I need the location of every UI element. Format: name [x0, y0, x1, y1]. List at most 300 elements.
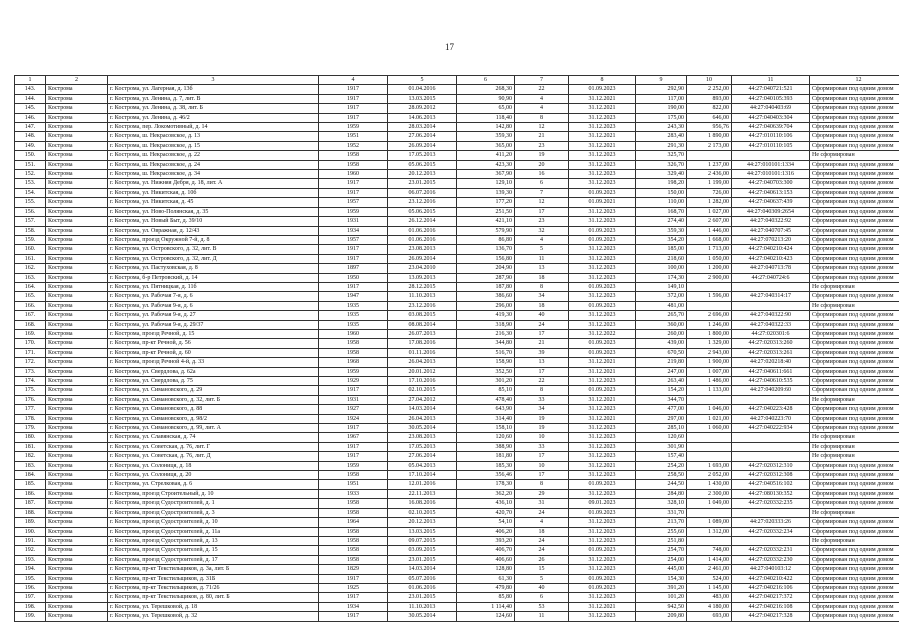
address-cell: г. Кострома, ул. Рабочая 9-я, д. 6	[108, 301, 319, 310]
row-number-cell: 165.	[15, 292, 46, 301]
plot-area-cell: 1 007,00	[687, 367, 732, 376]
year-built-cell: 1968	[319, 358, 388, 367]
city-cell: Кострома	[46, 245, 108, 254]
cadastral-number-cell: 44:27:040210:423	[732, 254, 810, 263]
plot-area-cell: 1 237,00	[687, 160, 732, 169]
city-cell: Кострома	[46, 574, 108, 583]
city-cell: Кострома	[46, 593, 108, 602]
survey-date-cell: 20.12.2013	[388, 170, 457, 179]
status-cell: Сформирован под одним домом	[810, 94, 899, 103]
status-cell: Сформирован под одним домом	[810, 170, 899, 179]
address-cell: г. Кострома, ул. Лагерная, д. 13б	[108, 85, 319, 94]
city-cell: Кострома	[46, 583, 108, 592]
land-area-cell: 263,40	[636, 377, 687, 386]
city-cell: Кострома	[46, 85, 108, 94]
cadastral-number-cell: 44:27:080130:352	[732, 489, 810, 498]
cadastral-number-cell: 44:27:040217:372	[732, 593, 810, 602]
table-row	[15, 602, 899, 611]
column-header: 9	[636, 76, 687, 85]
residents-cell: 18	[515, 301, 569, 310]
cadastral-number-cell: 44:27:040724:6	[732, 273, 810, 282]
table-row	[15, 226, 899, 235]
area-cell: 367,90	[457, 170, 515, 179]
deadline-date-cell: 31.12.2023	[569, 170, 636, 179]
land-area-cell: 670,50	[636, 348, 687, 357]
row-number-cell: 166.	[15, 301, 46, 310]
cadastral-number-cell: 44:27:040713:78	[732, 264, 810, 273]
cadastral-number-cell: 44:27:040403:69	[732, 104, 810, 113]
land-area-cell: 244,50	[636, 480, 687, 489]
table-row	[15, 254, 899, 263]
cadastral-number-cell	[732, 452, 810, 461]
cadastral-number-cell: 44:27:070213:20	[732, 235, 810, 244]
status-cell: Не сформирован	[810, 282, 899, 291]
year-built-cell: 1897	[319, 264, 388, 273]
address-cell: г. Кострома, ш. Некрасовское, д. 15	[108, 141, 319, 150]
table-row	[15, 170, 899, 179]
year-built-cell: 1917	[319, 386, 388, 395]
row-number-cell: 163.	[15, 273, 46, 282]
land-area-cell: 292,90	[636, 85, 687, 94]
land-area-cell: 198,20	[636, 179, 687, 188]
survey-date-cell: 26.09.2014	[388, 254, 457, 263]
row-number-cell: 199.	[15, 612, 46, 621]
area-cell: 421,10	[457, 217, 515, 226]
survey-date-cell: 23.12.2016	[388, 301, 457, 310]
deadline-date-cell: 31.12.2023	[569, 245, 636, 254]
year-built-cell: 1933	[319, 489, 388, 498]
column-header: 6	[457, 76, 515, 85]
address-cell: г. Кострома, пр-кт Текстильщиков, д. 3а, лит. Б	[108, 565, 319, 574]
residents-cell: 6	[515, 593, 569, 602]
residents-cell: 7	[515, 188, 569, 197]
year-built-cell: 1957	[319, 235, 388, 244]
year-built-cell: 1917	[319, 442, 388, 451]
area-cell: 352,50	[457, 367, 515, 376]
land-area-cell: 175,00	[636, 113, 687, 122]
year-built-cell: 1959	[319, 367, 388, 376]
address-cell: г. Кострома, ул. Никитская, д. 10б	[108, 188, 319, 197]
address-cell: г. Кострома, проезд Окружной 7-й, д. 8	[108, 235, 319, 244]
plot-area-cell: 1 145,00	[687, 583, 732, 592]
survey-date-cell: 13.09.2013	[388, 273, 457, 282]
city-cell: Кострома	[46, 94, 108, 103]
row-number-cell: 159.	[15, 235, 46, 244]
year-built-cell: 1958	[319, 527, 388, 536]
address-cell: г. Кострома, ул. Никитская, д. 45	[108, 198, 319, 207]
table-row	[15, 395, 899, 404]
row-number-cell: 170.	[15, 339, 46, 348]
cadastral-number-cell: 44:27:020218:40	[732, 358, 810, 367]
land-area-cell: 360,00	[636, 320, 687, 329]
residents-cell: 13	[515, 264, 569, 273]
year-built-cell: 1935	[319, 301, 388, 310]
address-cell: г. Кострома, проезд Судостроителей, д. 13	[108, 536, 319, 545]
survey-date-cell: 17.10.2014	[388, 471, 457, 480]
deadline-date-cell: 31.12.2023	[569, 424, 636, 433]
residents-cell: 23	[515, 141, 569, 150]
address-cell: г. Кострома, пр-кт Текстильщиков, д. 31Б	[108, 574, 319, 583]
address-cell: г. Кострома, ул. Симановского, д. 98/2	[108, 414, 319, 423]
area-cell: 181,80	[457, 452, 515, 461]
status-cell: Сформирован под одним домом	[810, 104, 899, 113]
land-area-cell: 359,30	[636, 226, 687, 235]
address-cell: г. Кострома, ш. Некрасовское, д. 24	[108, 160, 319, 169]
area-cell: 128,80	[457, 565, 515, 574]
plot-area-cell: 1 800,00	[687, 329, 732, 338]
column-header: 1	[15, 76, 46, 85]
status-cell: Сформирован под одним домом	[810, 329, 899, 338]
address-cell: г. Кострома, пер. Локомотивный, д. 14	[108, 123, 319, 132]
year-built-cell: 1964	[319, 518, 388, 527]
address-cell: г. Кострома, проезд Речной, д. 15	[108, 329, 319, 338]
land-area-cell: 254,20	[636, 461, 687, 470]
cadastral-number-cell: 44:27:020313:261	[732, 348, 810, 357]
cadastral-number-cell: 44:27:040703:300	[732, 179, 810, 188]
city-cell: Кострома	[46, 461, 108, 470]
row-number-cell: 172.	[15, 358, 46, 367]
table-row	[15, 207, 899, 216]
table-row	[15, 217, 899, 226]
deadline-date-cell: 31.12.2023	[569, 273, 636, 282]
deadline-date-cell: 01.09.2023	[569, 480, 636, 489]
deadline-date-cell: 31.12.2023	[569, 536, 636, 545]
land-area-cell: 274,40	[636, 217, 687, 226]
table-row	[15, 489, 899, 498]
table-row	[15, 132, 899, 141]
row-number-cell: 178.	[15, 414, 46, 423]
deadline-date-cell: 01.09.2023	[569, 282, 636, 291]
survey-date-cell: 01.04.2016	[388, 85, 457, 94]
deadline-date-cell: 31.12.2023	[569, 433, 636, 442]
row-number-cell: 197.	[15, 593, 46, 602]
area-cell: 61,30	[457, 574, 515, 583]
deadline-date-cell: 31.12.2023	[569, 527, 636, 536]
column-header: 11	[732, 76, 810, 85]
land-area-cell: 219,80	[636, 358, 687, 367]
plot-area-cell: 2 173,00	[687, 141, 732, 150]
year-built-cell: 1958	[319, 546, 388, 555]
area-cell: 365,00	[457, 141, 515, 150]
plot-area-cell	[687, 508, 732, 517]
table-header	[15, 76, 899, 85]
residents-cell: 32	[515, 226, 569, 235]
residents-cell: 24	[515, 508, 569, 517]
area-cell: 124,60	[457, 612, 515, 621]
table-row	[15, 442, 899, 451]
table-row	[15, 424, 899, 433]
status-cell: Сформирован под одним домом	[810, 179, 899, 188]
city-cell: Кострома	[46, 395, 108, 404]
year-built-cell: 1929	[319, 377, 388, 386]
year-built-cell: 1952	[319, 141, 388, 150]
cadastral-number-cell: 44:27:040309:2654	[732, 207, 810, 216]
plot-area-cell: 726,00	[687, 188, 732, 197]
cadastral-number-cell: 44:27:040639:704	[732, 123, 810, 132]
status-cell: Сформирован под одним домом	[810, 188, 899, 197]
survey-date-cell: 23.04.2010	[388, 264, 457, 273]
address-cell: г. Кострома, ул. Солониця, д. 18	[108, 461, 319, 470]
status-cell: Сформирован под одним домом	[810, 358, 899, 367]
year-built-cell: 1917	[319, 245, 388, 254]
residents-cell: 19	[515, 151, 569, 160]
address-cell: г. Кострома, ул. Стрелковая, д. 6	[108, 480, 319, 489]
residents-cell: 4	[515, 104, 569, 113]
status-cell: Сформирован под одним домом	[810, 235, 899, 244]
status-cell: Сформирован под одним домом	[810, 461, 899, 470]
city-cell: Кострома	[46, 565, 108, 574]
plot-area-cell: 1 693,00	[687, 461, 732, 470]
address-cell: г. Кострома, ул. Славянская, д. 74	[108, 433, 319, 442]
cadastral-number-cell: 44:27:040314:17	[732, 292, 810, 301]
address-cell: г. Кострома, ул. Ленина, д. 7, лит. В	[108, 94, 319, 103]
year-built-cell: 1957	[319, 198, 388, 207]
year-built-cell: 1917	[319, 85, 388, 94]
status-cell: Сформирован под одним домом	[810, 583, 899, 592]
plot-area-cell	[687, 452, 732, 461]
survey-date-cell: 22.11.2013	[388, 489, 457, 498]
land-area-cell: 258,50	[636, 471, 687, 480]
year-built-cell: 1951	[319, 480, 388, 489]
land-area-cell: 168,70	[636, 207, 687, 216]
year-built-cell: 1917	[319, 612, 388, 621]
survey-date-cell: 08.08.2014	[388, 320, 457, 329]
table-row	[15, 188, 899, 197]
row-number-cell: 154.	[15, 188, 46, 197]
year-built-cell: 1927	[319, 405, 388, 414]
row-number-cell: 161.	[15, 254, 46, 263]
city-cell: Кострома	[46, 518, 108, 527]
plot-area-cell: 483,00	[687, 593, 732, 602]
year-built-cell: 1967	[319, 433, 388, 442]
status-cell: Сформирован под одним домом	[810, 499, 899, 508]
address-cell: г. Кострома, ул. Пастуховская, д. 8	[108, 264, 319, 273]
land-area-cell: 243,30	[636, 123, 687, 132]
residents-cell: 23	[515, 217, 569, 226]
land-area-cell: 255,60	[636, 527, 687, 536]
address-cell: г. Кострома, ул. Новый Быт, д. 39/10	[108, 217, 319, 226]
cadastral-number-cell: 44:27:040611:661	[732, 367, 810, 376]
status-cell: Не сформирован	[810, 442, 899, 451]
cadastral-number-cell: 44:27:040637:439	[732, 198, 810, 207]
cadastral-number-cell	[732, 395, 810, 404]
row-number-cell: 191.	[15, 536, 46, 545]
table-row	[15, 480, 899, 489]
deadline-date-cell: 01.09.2023	[569, 574, 636, 583]
land-area-cell: 120,60	[636, 433, 687, 442]
deadline-date-cell: 31.12.2023	[569, 160, 636, 169]
survey-date-cell: 23.01.2015	[388, 555, 457, 564]
table-row	[15, 301, 899, 310]
city-cell: Кострома	[46, 508, 108, 517]
residents-cell: 24	[515, 536, 569, 545]
area-cell: 139,30	[457, 188, 515, 197]
table-row	[15, 320, 899, 329]
table-row	[15, 292, 899, 301]
land-area-cell: 942,50	[636, 602, 687, 611]
address-cell: г. Кострома, ул. Нижняя Дебря, д. 18, лит. А	[108, 179, 319, 188]
deadline-date-cell: 31.12.2021	[569, 367, 636, 376]
row-number-cell: 176.	[15, 395, 46, 404]
city-cell: Кострома	[46, 311, 108, 320]
status-cell: Сформирован под одним домом	[810, 612, 899, 621]
status-cell: Сформирован под одним домом	[810, 555, 899, 564]
residents-cell: 8	[515, 480, 569, 489]
status-cell: Сформирован под одним домом	[810, 527, 899, 536]
address-cell: г. Кострома, ш. Некрасовское, д. 13	[108, 132, 319, 141]
residents-cell: 40	[515, 583, 569, 592]
table-body	[15, 85, 899, 621]
cadastral-number-cell: 44:27:040103:12	[732, 565, 810, 574]
city-cell: Кострома	[46, 273, 108, 282]
city-cell: Кострома	[46, 113, 108, 122]
row-number-cell: 169.	[15, 329, 46, 338]
land-area-cell: 149,10	[636, 282, 687, 291]
address-cell: г. Кострома, ул. Ленина, д. 46/2	[108, 113, 319, 122]
row-number-cell: 187.	[15, 499, 46, 508]
area-cell: 86,80	[457, 235, 515, 244]
status-cell: Сформирован под одним домом	[810, 264, 899, 273]
year-built-cell: 1958	[319, 555, 388, 564]
address-cell: г. Кострома, ш. Некрасовское, д. 22	[108, 151, 319, 160]
residents-cell: 5	[515, 245, 569, 254]
page-number: 17	[445, 42, 454, 52]
plot-area-cell: 1 246,00	[687, 320, 732, 329]
land-area-cell: 283,40	[636, 132, 687, 141]
cadastral-number-cell: 44:27:040610:535	[732, 377, 810, 386]
residents-cell: 26	[515, 555, 569, 564]
deadline-date-cell: 31.12.2021	[569, 461, 636, 470]
land-area-cell: 439,00	[636, 339, 687, 348]
plot-area-cell: 2 607,00	[687, 217, 732, 226]
year-built-cell: 1917	[319, 424, 388, 433]
deadline-date-cell: 31.12.2021	[569, 358, 636, 367]
deadline-date-cell: 31.12.2023	[569, 207, 636, 216]
plot-area-cell: 1 446,00	[687, 226, 732, 235]
area-cell: 156,80	[457, 254, 515, 263]
row-number-cell: 147.	[15, 123, 46, 132]
cadastral-number-cell	[732, 433, 810, 442]
row-number-cell: 198.	[15, 602, 46, 611]
city-cell: Кострома	[46, 123, 108, 132]
survey-date-cell: 11.10.2013	[388, 602, 457, 611]
residents-cell: 24	[515, 546, 569, 555]
table-row	[15, 329, 899, 338]
residents-cell: 8	[515, 386, 569, 395]
land-area-cell: 260,00	[636, 329, 687, 338]
survey-date-cell: 14.03.2014	[388, 405, 457, 414]
table-row	[15, 555, 899, 564]
survey-date-cell: 03.08.2015	[388, 311, 457, 320]
survey-date-cell: 23.12.2016	[388, 198, 457, 207]
deadline-date-cell: 31.12.2021	[569, 141, 636, 150]
deadline-date-cell: 31.12.2023	[569, 612, 636, 621]
deadline-date-cell: 31.12.2023	[569, 264, 636, 273]
land-area-cell: 251,80	[636, 536, 687, 545]
plot-area-cell: 1 668,00	[687, 235, 732, 244]
plot-area-cell: 2 900,00	[687, 273, 732, 282]
survey-date-cell: 26.07.2013	[388, 329, 457, 338]
plot-area-cell: 1 329,00	[687, 339, 732, 348]
column-header: 3	[108, 76, 319, 85]
land-area-cell: 301,90	[636, 442, 687, 451]
status-cell: Сформирован под одним домом	[810, 339, 899, 348]
header-row	[15, 76, 899, 85]
address-cell: г. Кострома, пр-кт Текстильщиков, д. 80, лит. Б	[108, 593, 319, 602]
row-number-cell: 144.	[15, 94, 46, 103]
residents-cell: 21	[515, 339, 569, 348]
deadline-date-cell: 31.12.2023	[569, 593, 636, 602]
plot-area-cell	[687, 395, 732, 404]
plot-area-cell: 1 050,00	[687, 254, 732, 263]
residents-cell: 33	[515, 395, 569, 404]
deadline-date-cell: 31.12.2023	[569, 217, 636, 226]
survey-date-cell: 27.06.2014	[388, 132, 457, 141]
plot-area-cell	[687, 282, 732, 291]
row-number-cell: 162.	[15, 264, 46, 273]
deadline-date-cell: 31.12.2021	[569, 602, 636, 611]
residents-cell: 29	[515, 489, 569, 498]
residents-cell: 21	[515, 132, 569, 141]
plot-area-cell: 893,00	[687, 94, 732, 103]
plot-area-cell: 1 282,00	[687, 198, 732, 207]
address-cell: г. Кострома, ул. Рабочая 9-я, д. 29/37	[108, 320, 319, 329]
deadline-date-cell: 31.12.2023	[569, 442, 636, 451]
cadastral-number-cell: 44:27:020312:308	[732, 471, 810, 480]
table-row	[15, 151, 899, 160]
plot-area-cell	[687, 536, 732, 545]
survey-date-cell: 28.12.2015	[388, 282, 457, 291]
row-number-cell: 168.	[15, 320, 46, 329]
address-cell: г. Кострома, ул. Ново-Полянская, д. 35	[108, 207, 319, 216]
land-area-cell: 477,00	[636, 405, 687, 414]
area-cell: 356,46	[457, 471, 515, 480]
year-built-cell: 1931	[319, 217, 388, 226]
city-cell: Кострома	[46, 358, 108, 367]
column-header: 5	[388, 76, 457, 85]
cadastral-number-cell: 44:27:040322:90	[732, 311, 810, 320]
residents-cell: 53	[515, 602, 569, 611]
survey-date-cell: 20.01.2012	[388, 367, 457, 376]
cadastral-number-cell: 44:27:040210:422	[732, 574, 810, 583]
area-cell: 185,30	[457, 461, 515, 470]
survey-date-cell: 03.09.2015	[388, 546, 457, 555]
deadline-date-cell: 01.09.2023	[569, 85, 636, 94]
survey-date-cell: 17.05.2013	[388, 442, 457, 451]
plot-area-cell: 1 199,00	[687, 179, 732, 188]
cadastral-number-cell: 44:27:040217:328	[732, 612, 810, 621]
survey-date-cell: 17.05.2013	[388, 151, 457, 160]
survey-date-cell: 12.01.2016	[388, 480, 457, 489]
status-cell: Не сформирован	[810, 508, 899, 517]
area-cell: 178,30	[457, 480, 515, 489]
row-number-cell: 179.	[15, 424, 46, 433]
deadline-date-cell: 31.12.2021	[569, 104, 636, 113]
row-number-cell: 192.	[15, 546, 46, 555]
status-cell: Сформирован под одним домом	[810, 480, 899, 489]
land-area-cell: 101,20	[636, 593, 687, 602]
city-cell: Кострома	[46, 160, 108, 169]
year-built-cell: 1917	[319, 94, 388, 103]
table-row	[15, 583, 899, 592]
survey-date-cell: 05.04.2013	[388, 461, 457, 470]
survey-date-cell: 05.06.2015	[388, 207, 457, 216]
residents-cell: 17	[515, 329, 569, 338]
city-cell: Кострома	[46, 536, 108, 545]
survey-date-cell: 26.09.2014	[388, 141, 457, 150]
status-cell: Сформирован под одним домом	[810, 593, 899, 602]
area-cell: 436,10	[457, 499, 515, 508]
